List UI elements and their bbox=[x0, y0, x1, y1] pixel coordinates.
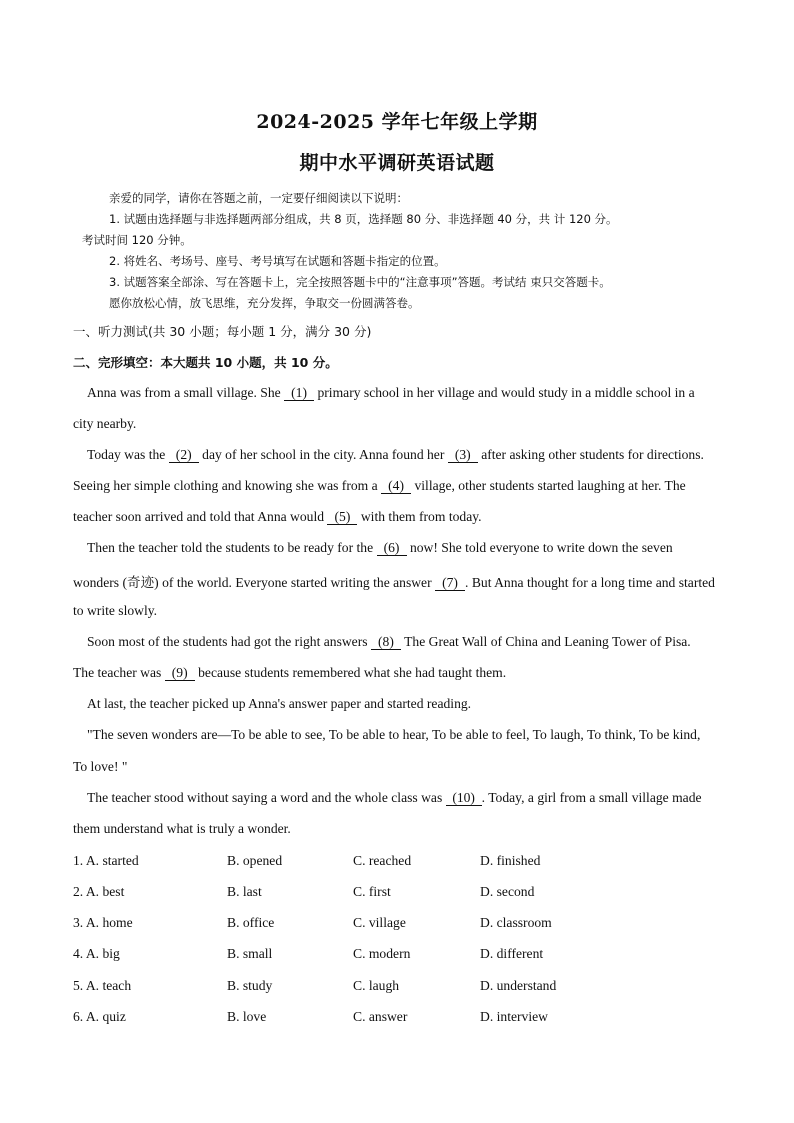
passage-line: The teacher was (9) because students remembered what she had taught them. bbox=[73, 665, 507, 680]
exam-title-subject: 期中水平调研英语试题 bbox=[299, 152, 495, 174]
passage-line: Anna was from a small village. She (1) primary school in her village and would study in a middle school in a bbox=[87, 385, 695, 400]
option-a: 5. A. teach bbox=[73, 978, 132, 993]
passage-line: At last, the teacher picked up Anna's answer paper and started reading. bbox=[87, 696, 472, 711]
option-c: C. reached bbox=[353, 853, 412, 868]
notice-item-3: 3. 试题答案全部涂、写在答题卡上，完全按照答题卡中的“注意事项”答题。考试结 束只交答题卡。 bbox=[109, 275, 611, 289]
section-listening-heading: 一、听力测试(共 30 小题；每小题 1 分，满分 30 分) bbox=[73, 324, 372, 339]
notice-closing: 愿你放松心情，放飞思维，充分发挥，争取交一份圆满答卷。 bbox=[109, 296, 420, 310]
blank-7: (7) bbox=[435, 576, 465, 591]
section-cloze-heading: 二、完形填空：本大题共 10 小题，共 10 分。 bbox=[73, 355, 338, 370]
blank-5: (5) bbox=[327, 510, 357, 525]
blank-3: (3) bbox=[448, 448, 478, 463]
option-c: C. village bbox=[353, 915, 406, 930]
blank-6: (6) bbox=[377, 541, 407, 556]
blank-9: (9) bbox=[165, 666, 195, 681]
option-a: 4. A. big bbox=[73, 946, 120, 961]
passage-line: "The seven wonders are—To be able to see, To be able to hear, To be able to feel, To laugh, To think, To be kind, bbox=[87, 727, 701, 742]
option-a: 1. A. started bbox=[73, 853, 139, 868]
passage-line: wonders (奇迹) of the world. Everyone started writing the answer (7) . But Anna thought for a long time and started bbox=[73, 575, 715, 590]
passage-line: Seeing her simple clothing and knowing she was from a (4) village, other students started laughing at her. The bbox=[73, 478, 686, 493]
option-b: B. last bbox=[227, 884, 262, 899]
exam-title-year: 2024-2025 学年七年级上学期 bbox=[256, 111, 538, 133]
blank-10: (10) bbox=[446, 791, 482, 806]
passage-line: to write slowly. bbox=[73, 603, 158, 618]
option-d: D. different bbox=[480, 946, 544, 961]
option-a: 2. A. best bbox=[73, 884, 125, 899]
option-b: B. small bbox=[227, 946, 273, 961]
option-b: B. opened bbox=[227, 853, 283, 868]
notice-item-1-cont: 考试时间 120 分钟。 bbox=[82, 233, 192, 247]
notice-greeting: 亲爱的同学，请你在答题之前，一定要仔细阅读以下说明： bbox=[109, 191, 408, 205]
passage-line: Today was the (2) day of her school in the city. Anna found her (3) after asking other students for directions. bbox=[87, 447, 704, 462]
blank-4: (4) bbox=[381, 479, 411, 494]
notice-item-1: 1. 试题由选择题与非选择题两部分组成，共 8 页，选择题 80 分、非选择题 40 分，共 计 120 分。 bbox=[109, 212, 618, 226]
option-c: C. first bbox=[353, 884, 391, 899]
option-b: B. study bbox=[227, 978, 273, 993]
option-d: D. classroom bbox=[480, 915, 552, 930]
option-c: C. laugh bbox=[353, 978, 400, 993]
passage-line: teacher soon arrived and told that Anna would (5) with them from today. bbox=[73, 509, 482, 524]
option-d: D. second bbox=[480, 884, 535, 899]
passage-line: Soon most of the students had got the right answers (8) The Great Wall of China and Leaning Tower of Pisa. bbox=[87, 634, 691, 649]
passage-line: them understand what is truly a wonder. bbox=[73, 821, 291, 836]
passage-line: city nearby. bbox=[73, 416, 137, 431]
option-d: D. understand bbox=[480, 978, 557, 993]
blank-8: (8) bbox=[371, 635, 401, 650]
notice-item-2: 2. 将姓名、考场号、座号、考号填写在试题和答题卡指定的位置。 bbox=[109, 254, 446, 268]
blank-1: (1) bbox=[284, 386, 314, 401]
option-b: B. office bbox=[227, 915, 275, 930]
option-c: C. modern bbox=[353, 946, 411, 961]
passage-line: Then the teacher told the students to be ready for the (6) now! She told everyone to write down the seven bbox=[87, 540, 673, 555]
option-a: 3. A. home bbox=[73, 915, 133, 930]
option-d: D. finished bbox=[480, 853, 541, 868]
blank-2: (2) bbox=[169, 448, 199, 463]
option-d: D. interview bbox=[480, 1009, 548, 1024]
passage-line: To love! " bbox=[73, 759, 128, 774]
passage-line: The teacher stood without saying a word and the whole class was (10) . Today, a girl from a small village made bbox=[87, 790, 702, 805]
option-c: C. answer bbox=[353, 1009, 408, 1024]
option-b: B. love bbox=[227, 1009, 267, 1024]
option-a: 6. A. quiz bbox=[73, 1009, 126, 1024]
